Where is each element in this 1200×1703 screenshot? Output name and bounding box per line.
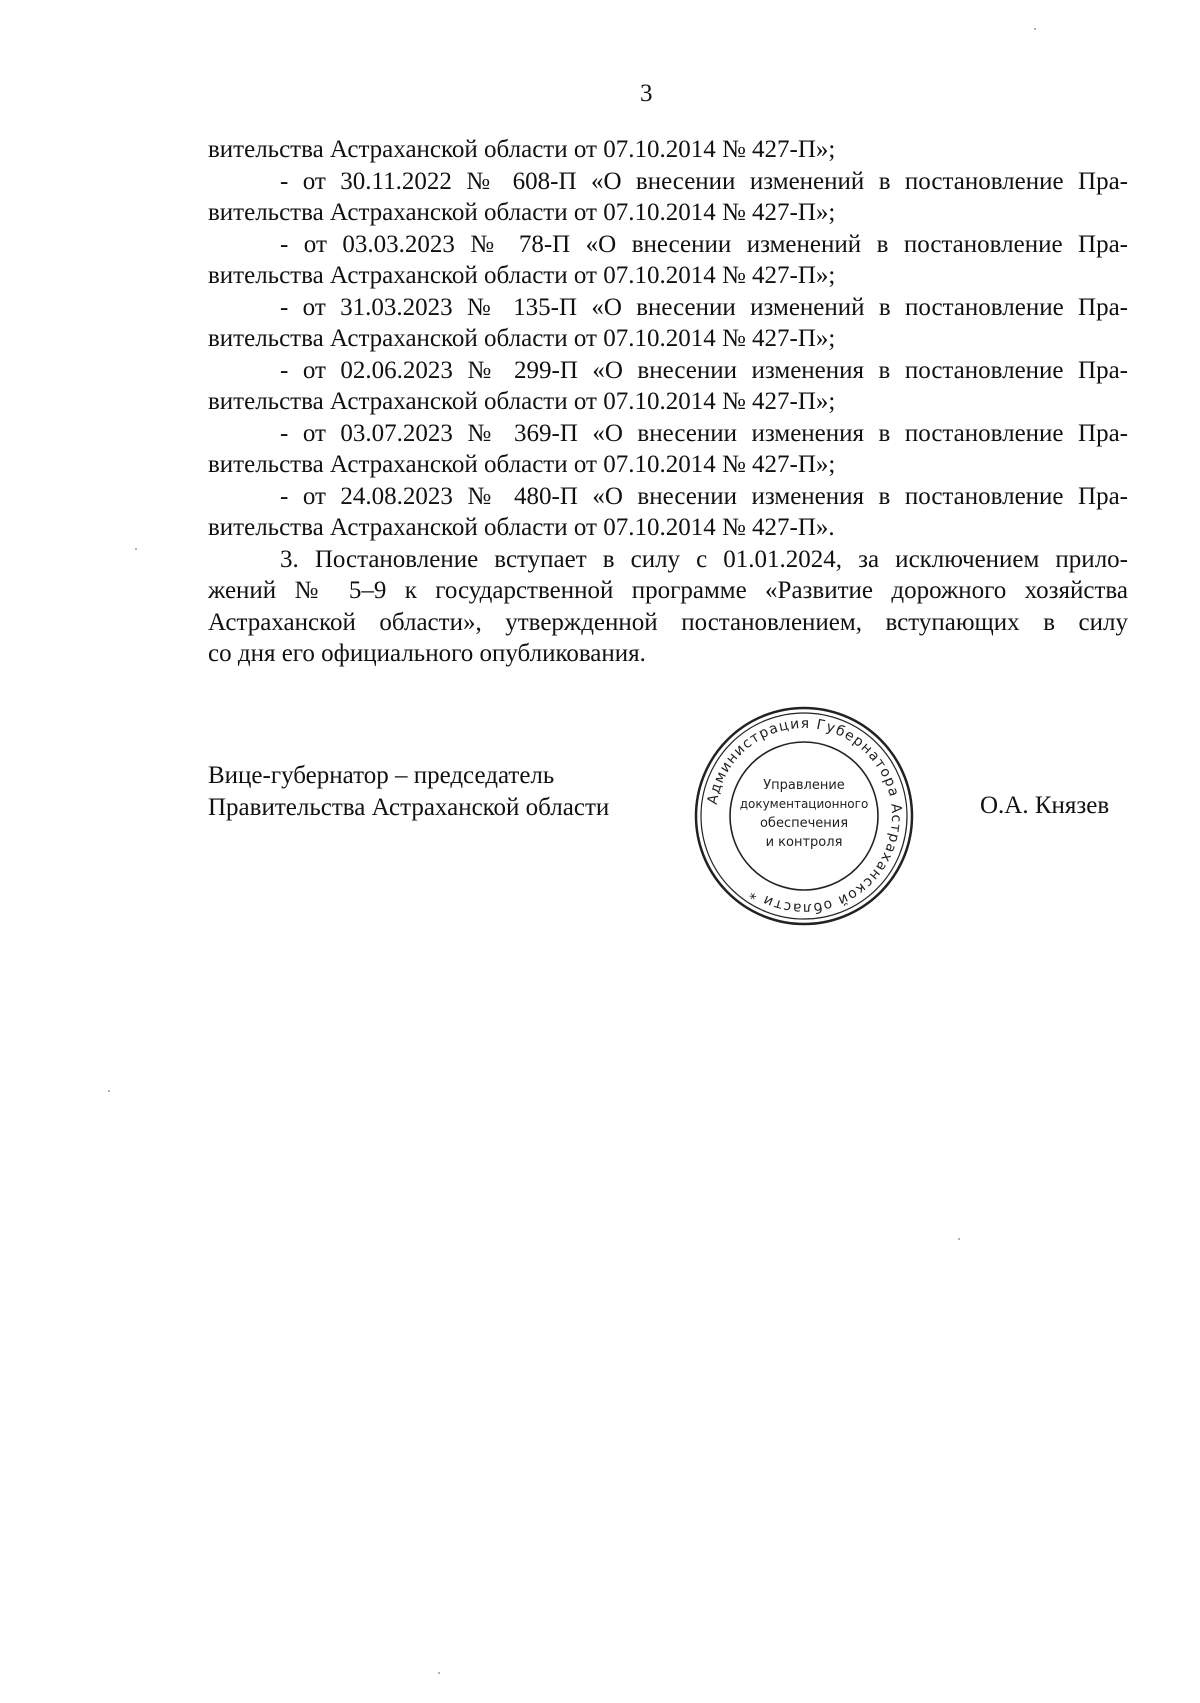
text-line: вительства Астраханской области от 07.10.2014 № 427-П»; <box>208 388 836 415</box>
text-line: - от 03.07.2023 № 369-П «О внесении изменения в постановление Пра- <box>280 419 1128 447</box>
scan-speck <box>438 1672 440 1674</box>
body-text <box>208 134 1128 670</box>
seal-center-line: Управление <box>763 778 845 793</box>
text-line: - от 31.03.2023 № 135-П «О внесении изменений в постановление Пра- <box>280 293 1128 321</box>
scan-speck <box>135 548 137 550</box>
text-line: Астраханской области», утвержденной постановлением, вступающих в силу <box>208 608 1128 636</box>
scan-speck <box>1034 28 1036 30</box>
page-number: 3 <box>640 80 653 107</box>
seal-center-line: обеспечения <box>759 816 849 831</box>
signatory-name: О.А. Князев <box>980 792 1110 819</box>
text-line: вительства Астраханской области от 07.10.2014 № 427-П»; <box>208 136 836 163</box>
text-line: вительства Астраханской области от 07.10.2014 № 427-П». <box>208 514 835 541</box>
text-line: 3. Постановление вступает в силу с 01.01.2024, за исключением прило- <box>280 545 1128 573</box>
signatory-position-line: Правительства Астраханской области <box>208 794 610 821</box>
seal-ring-text: Администрация Губернатора Астраханской области * <box>704 715 905 917</box>
text-line: жений № 5–9 к государственной программе «Развитие дорожного хозяйства <box>208 577 1128 604</box>
text-line: - от 30.11.2022 № 608-П «О внесении изменений в постановление Пра- <box>280 167 1128 195</box>
scan-speck <box>958 1238 960 1240</box>
signatory-position <box>208 760 609 824</box>
text-line: - от 24.08.2023 № 480-П «О внесении изменения в постановление Пра- <box>280 482 1128 510</box>
text-line: - от 02.06.2023 № 299-П «О внесении изменения в постановление Пра- <box>280 356 1128 384</box>
text-line: вительства Астраханской области от 07.10.2014 № 427-П»; <box>208 325 836 352</box>
text-line: вительства Астраханской области от 07.10.2014 № 427-П»; <box>208 451 836 478</box>
signatory-position-line: Вице-губернатор – председатель <box>208 762 555 789</box>
seal-center-line: документационного <box>739 797 869 811</box>
text-line: вительства Астраханской области от 07.10.2014 № 427-П»; <box>208 262 836 289</box>
official-seal <box>693 705 915 927</box>
text-line: - от 03.03.2023 № 78-П «О внесении изменений в постановление Пра- <box>280 230 1128 258</box>
text-line: со дня его официального опубликования. <box>208 640 646 667</box>
text-line: вительства Астраханской области от 07.10.2014 № 427-П»; <box>208 199 836 226</box>
scan-speck <box>108 1090 110 1092</box>
seal-center-line: и контроля <box>765 835 843 850</box>
